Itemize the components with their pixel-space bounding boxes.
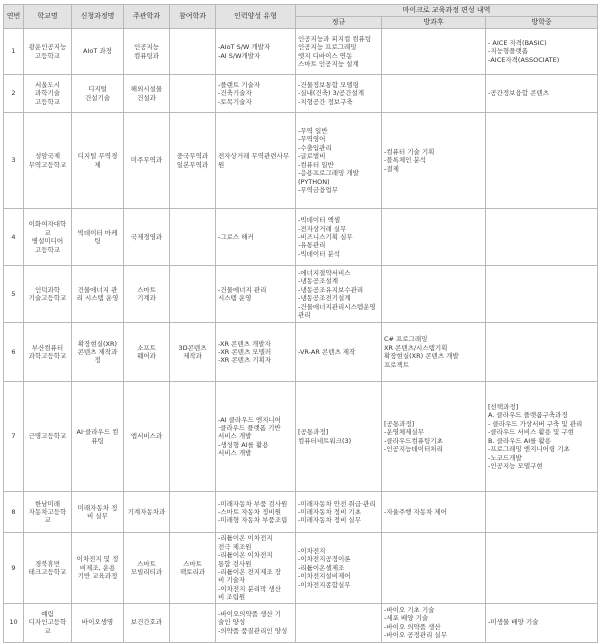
header-vacation: 방학중	[486, 17, 598, 29]
cell-after-school	[382, 75, 486, 113]
cell-no: 9	[4, 533, 24, 604]
cell-no: 10	[4, 603, 24, 642]
cell-regular: [공통과정] 컴퓨터네트워크(3)	[296, 382, 382, 492]
cell-host-dept: 국제경영과	[124, 209, 170, 266]
cell-partner-dept	[170, 75, 216, 113]
cell-partner-dept	[170, 603, 216, 642]
table-row	[4, 75, 598, 113]
table-row	[4, 382, 598, 492]
cell-talent-type: -그로스 해커	[216, 209, 296, 266]
cell-after-school: -바이오 기초 기술 -세포 배양 기술 -바이오 의약품 생산 -바이오 공정관리 실무	[382, 603, 486, 642]
cell-vacation	[486, 492, 598, 533]
cell-talent-type: -AIoT S/W 개발자 -AI S/W개발자	[216, 29, 296, 75]
cell-partner-dept: 3D콘텐츠 제작과	[170, 323, 216, 382]
cell-host-dept: 앱서비스과	[124, 382, 170, 492]
cell-vacation: [선택과정] A. 클라우드 플랫폼구축과정 - 클라우드 가상서버 구축 및 관리 -클라우드 서비스 활용 및 구현 B. 클라우드 AI를 활용 -프로그래밍 엔지니어링 기초 -노코드개발 -인공지능 모델구현	[486, 382, 598, 492]
cell-new-dept: 확장현실(XR) 콘텐츠 제작과 정	[72, 323, 124, 382]
cell-partner-dept: 스마트 팩토리과	[170, 533, 216, 604]
cell-host-dept: 해외시설물 건설과	[124, 75, 170, 113]
cell-no: 6	[4, 323, 24, 382]
cell-after-school	[382, 266, 486, 323]
cell-talent-type: -건물에너지 관리 시스템 운영	[216, 266, 296, 323]
cell-talent-type: -바이오의약품 생산 기 술인 양성 -의약품 품질관리인 양성	[216, 603, 296, 642]
table-body	[4, 29, 598, 643]
cell-vacation	[486, 209, 598, 266]
cell-talent-type: -플랜트 기술자 -건축기술자 -토목기술자	[216, 75, 296, 113]
cell-new-dept: 건물에너지 관 리 시스템 운영	[72, 266, 124, 323]
cell-regular: -VR-AR 콘텐츠 제작	[296, 323, 382, 382]
cell-vacation	[486, 533, 598, 604]
cell-new-dept: 디지털 무역경 제	[72, 113, 124, 209]
cell-after-school: -자율주행 자동차 제어	[382, 492, 486, 533]
cell-regular: -에너지절약서비스 -냉동공조설계 -냉동공조유지보수관리 -냉동공조전기설계 -건물에너지관리시스템운영관리	[296, 266, 382, 323]
cell-school: 인덕과학 기술고등학교	[24, 266, 72, 323]
cell-vacation	[486, 113, 598, 209]
curriculum-table	[3, 4, 598, 643]
cell-talent-type: -AI 클라우드 엔지니어 ·클라우드 플랫폼 기반 서비스 개발 -생성형 AI를 활용 서비스 개발	[216, 382, 296, 492]
cell-school: 이화여자대학교 병설미디어 고등학교	[24, 209, 72, 266]
table-row	[4, 113, 598, 209]
cell-partner-dept	[170, 209, 216, 266]
table-row	[4, 603, 598, 642]
cell-partner-dept	[170, 492, 216, 533]
cell-vacation: -공간정보융합 콘텐츠	[486, 75, 598, 113]
cell-after-school: C# 프로그래밍 XR 콘텐츠/시스템기획 확장현실(XR) 콘텐츠 개발 프로젝트	[382, 323, 486, 382]
table-row	[4, 323, 598, 382]
cell-vacation	[486, 323, 598, 382]
cell-host-dept: 인공지능 컴퓨팅과	[124, 29, 170, 75]
table-row	[4, 533, 598, 604]
cell-partner-dept	[170, 382, 216, 492]
cell-vacation: - AICE 자격(BASIC) -지능형플랫폼 -AICE자격(ASSOCIATE)	[486, 29, 598, 75]
header-partner-dept: 참여학과	[170, 5, 216, 29]
cell-regular: -미래자동차 안전 취급·관리 -미래자동차 정비 기초 -미래자동차 정비 실무	[296, 492, 382, 533]
cell-host-dept: 기계자동차과	[124, 492, 170, 533]
cell-school: 부산컴퓨터 과학고등학교	[24, 323, 72, 382]
cell-regular: -무역 일반 -무역영어 -수출입관리 -글로벌비 -컴퓨터 일반 -응용프로그래밍 개발 (PYTHON) -무역금융업무	[296, 113, 382, 209]
cell-new-dept: 바이오생명	[72, 603, 124, 642]
cell-vacation	[486, 266, 598, 323]
cell-vacation: -미생물 배양 기술	[486, 603, 598, 642]
cell-new-dept: 디지털 건설기술	[72, 75, 124, 113]
cell-regular	[296, 603, 382, 642]
cell-school: 서울도시 과학기술 고등학교	[24, 75, 72, 113]
cell-new-dept: 미래자동차 정 비 실무	[72, 492, 124, 533]
cell-after-school	[382, 29, 486, 75]
cell-no: 7	[4, 382, 24, 492]
header-host-dept: 주관학과	[124, 5, 170, 29]
cell-host-dept: 보건간호과	[124, 603, 170, 642]
header-regular: 정규	[296, 17, 382, 29]
cell-talent-type: 전자상거래 무역관련사무원	[216, 113, 296, 209]
cell-after-school	[382, 533, 486, 604]
cell-regular: -건물정보통합 모델링 -실내(건축) 3/공간설계 -지형공간 정보구축	[296, 75, 382, 113]
cell-school: 예림 디자인고등학교	[24, 603, 72, 642]
cell-no: 4	[4, 209, 24, 266]
cell-new-dept: 이차전지 및 정 비제조, 운용 기반 교육과정	[72, 533, 124, 604]
cell-partner-dept: 중국무역과 일본무역과	[170, 113, 216, 209]
cell-regular: -빅데이터 엑셀 -전자상거래 실무 -비즈니스기획 실무 -유통관리 -빅데이터 분석	[296, 209, 382, 266]
cell-partner-dept	[170, 29, 216, 75]
cell-new-dept: AIoT 과정	[72, 29, 124, 75]
cell-new-dept: 빅데이터 마케 팅	[72, 209, 124, 266]
cell-no: 1	[4, 29, 24, 75]
cell-new-dept: AI·클라우드 컴 퓨팅	[72, 382, 124, 492]
cell-school: 성암국제 무역고등학교	[24, 113, 72, 209]
header-after-school: 방과후	[382, 17, 486, 29]
cell-school: 광운인공지능 고등학교	[24, 29, 72, 75]
cell-talent-type: -미래자동차 부품 검사원 -스마트 자동차 정비원 -미래형 자동차 부품조립	[216, 492, 296, 533]
cell-after-school	[382, 209, 486, 266]
table-row	[4, 29, 598, 75]
table-row	[4, 209, 598, 266]
header-micro-curriculum: 마이크로 교육과정 편성 내역	[296, 5, 598, 17]
cell-after-school: -컴퓨터 기술 기획 -블록체인 분석 -결제	[382, 113, 486, 209]
cell-talent-type: -XR 콘텐츠 개발자 -XR 콘텐츠 모델러 -XR 콘텐츠 기획자	[216, 323, 296, 382]
header-school: 학교명	[24, 5, 72, 29]
table-row	[4, 266, 598, 323]
cell-regular: -이차전지 -이차전지공정이론 -리튬이온셀제조 -이차전지설비제어 -이차전지종합실무	[296, 533, 382, 604]
cell-talent-type: -리튬이온 이차전지 전극 제조원 -리튬이온 이차전지 통합 검사원 -리튬이온 전지제조 장 비 기술자 -이차전지 분리막 생산 비 조립원	[216, 533, 296, 604]
cell-no: 8	[4, 492, 24, 533]
cell-school: 한남미래 자동차고등학교	[24, 492, 72, 533]
cell-partner-dept	[170, 266, 216, 323]
cell-host-dept: 스마트 기계과	[124, 266, 170, 323]
cell-regular: 인공지능과 피지컬 컴퓨팅 인공지능 프로그래밍 엣지 디바이스 연동 스마트 인공지능 설계	[296, 29, 382, 75]
cell-host-dept: 스마트 모빌리티과	[124, 533, 170, 604]
cell-no: 2	[4, 75, 24, 113]
cell-school: 근명고등학교	[24, 382, 72, 492]
header-row-top	[4, 5, 598, 17]
header-new-dept: 신청과정명	[72, 5, 124, 29]
cell-host-dept: 미주무역과	[124, 113, 170, 209]
cell-after-school: [공통과정] -운영체제실무 -클라우드컴퓨팅기초 -인공지능데이터처리	[382, 382, 486, 492]
cell-no: 3	[4, 113, 24, 209]
header-no: 연번	[4, 5, 24, 29]
header-talent-type: 인력양성 유형	[216, 5, 296, 29]
cell-no: 5	[4, 266, 24, 323]
table-row	[4, 492, 598, 533]
cell-school: 경북휴먼 테크고등학교	[24, 533, 72, 604]
cell-host-dept: 소프트 웨어과	[124, 323, 170, 382]
